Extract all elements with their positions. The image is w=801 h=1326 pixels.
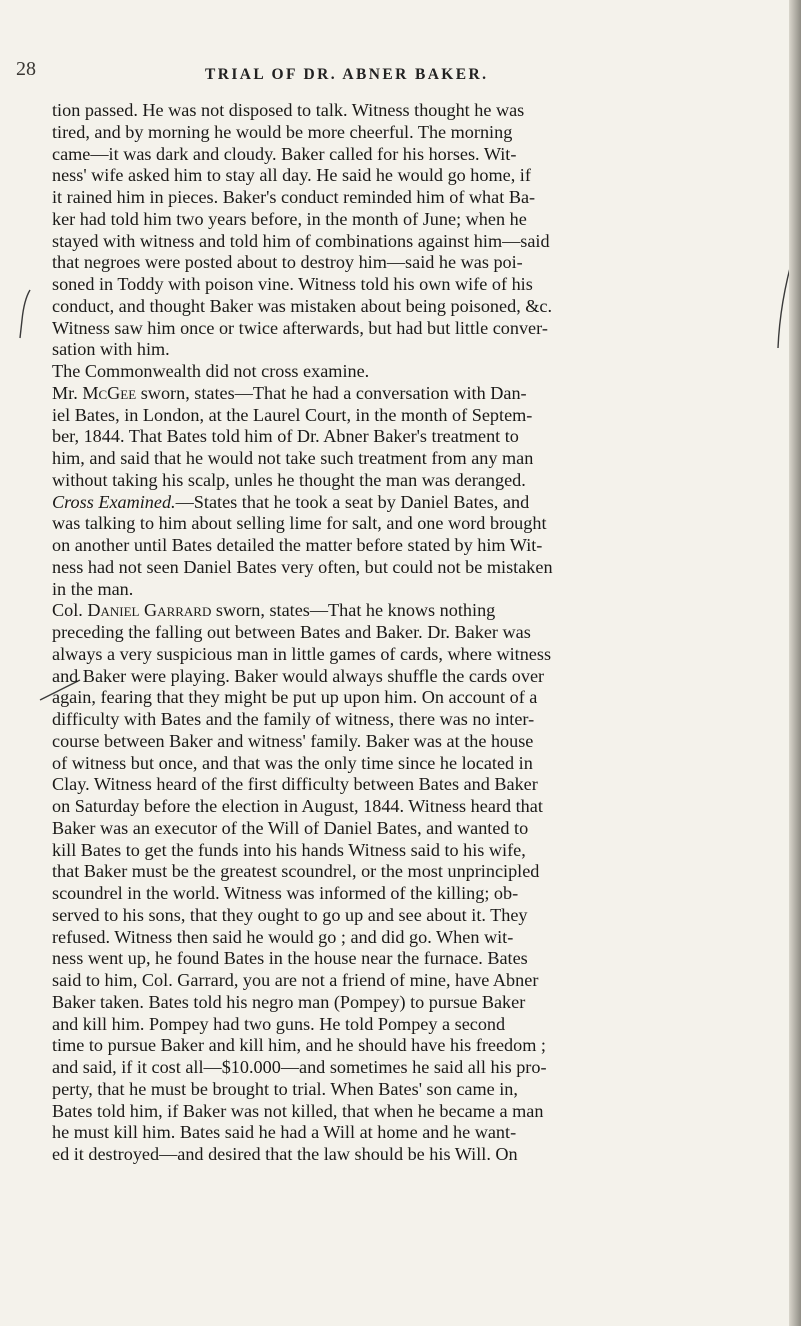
text-run: and kill him. Pompey had two guns. He told Pompey a second xyxy=(52,1013,506,1034)
text-line xyxy=(52,1057,784,1079)
text-line xyxy=(52,927,784,949)
text-run: iel Bates, in London, at the Laurel Court, in the month of Septem- xyxy=(52,404,533,425)
text-run: said to him, Col. Garrard, you are not a friend of mine, have Abner xyxy=(52,970,539,990)
text-run: ness' wife asked him to stay all day. He said he would go home, if xyxy=(52,165,531,186)
text-run: of witness but once, and that was the only time since he located in xyxy=(52,752,533,773)
text-run: Col. xyxy=(52,600,88,621)
text-line xyxy=(52,774,784,796)
text-run: stayed with witness and told him of combinations against him—said xyxy=(52,230,550,251)
text-run: conduct, and thought Baker was mistaken about being poisoned, &c. xyxy=(52,295,553,316)
text-run: in the man. xyxy=(52,578,134,599)
text-run: without taking his scalp, unles he thought the man was deranged. xyxy=(52,469,526,490)
text-run: served to his sons, that they ought to go up and see about it. They xyxy=(52,904,528,925)
text-line xyxy=(52,666,784,688)
text-line xyxy=(52,1014,784,1036)
text-run: The Commonwealth did not cross examine. xyxy=(52,361,370,381)
text-run: Witness saw him once or twice afterwards, but had but little conver- xyxy=(52,317,548,338)
text-line xyxy=(52,861,784,883)
text-run: it rained him in pieces. Baker's conduct reminded him of what Ba- xyxy=(52,187,536,207)
page-number: 28 xyxy=(16,58,36,80)
text-line xyxy=(52,644,784,666)
text-run: came—it was dark and cloudy. Baker called for his horses. Wit- xyxy=(52,143,517,164)
text-run: scoundrel in the world. Witness was informed of the killing; ob- xyxy=(52,883,519,903)
small-caps-name: McGee xyxy=(82,382,137,403)
text-run: he must kill him. Bates said he had a Will at home and he want- xyxy=(52,1122,517,1143)
text-line xyxy=(52,165,784,187)
text-run: time to pursue Baker and kill him, and he should have his freedom ; xyxy=(52,1035,546,1056)
text-line xyxy=(52,513,784,535)
text-line xyxy=(52,1101,784,1123)
text-line xyxy=(52,818,784,840)
text-line xyxy=(52,339,784,361)
text-run: always a very suspicious man in little games of cards, where witness xyxy=(52,643,552,664)
text-run: tired, and by morning he would be more cheerful. The morning xyxy=(52,121,513,142)
text-line xyxy=(52,1035,784,1057)
italic-run: Cross Examined. xyxy=(52,491,176,512)
text-run: kill Bates to get the funds into his hands Witness said to his wife, xyxy=(52,839,526,860)
text-line xyxy=(52,1122,784,1144)
text-line xyxy=(52,970,784,992)
text-line xyxy=(52,470,784,492)
text-line xyxy=(52,883,784,905)
text-line xyxy=(52,274,784,296)
text-run: and said, if it cost all—$10.000—and sometimes he said all his pro- xyxy=(52,1057,547,1077)
text-line xyxy=(52,252,784,274)
text-line xyxy=(52,144,784,166)
text-line xyxy=(52,840,784,862)
text-line xyxy=(52,731,784,753)
text-run: again, fearing that they might be put up upon him. On account of a xyxy=(52,687,538,708)
text-run: soned in Toddy with poison vine. Witness told his own wife of his xyxy=(52,274,533,294)
text-run: refused. Witness then said he would go ; and did go. When wit- xyxy=(52,926,514,947)
text-line xyxy=(52,622,784,644)
text-line xyxy=(52,535,784,557)
text-run: sation with him. xyxy=(52,339,170,360)
text-line xyxy=(52,448,784,470)
text-run: Bates told him, if Baker was not killed, that when he became a man xyxy=(52,1100,544,1121)
text-run: ber, 1844. That Bates told him of Dr. Abner Baker's treatment to xyxy=(52,426,519,447)
text-line xyxy=(52,1079,784,1101)
text-line xyxy=(52,905,784,927)
text-line xyxy=(52,1144,784,1166)
text-line xyxy=(52,231,784,253)
text-run: ness had not seen Daniel Bates very often, but could not be mistaken xyxy=(52,556,553,577)
text-line xyxy=(52,209,784,231)
text-run: ness went up, he found Bates in the house near the furnace. Bates xyxy=(52,948,528,969)
text-line xyxy=(52,122,784,144)
text-line xyxy=(52,796,784,818)
text-run: tion passed. He was not disposed to talk. Witness thought he was xyxy=(52,100,525,120)
text-run: sworn, states—That he had a conversation with Dan- xyxy=(136,382,527,403)
text-line xyxy=(52,383,784,405)
text-run: sworn, states—That he knows nothing xyxy=(211,600,496,621)
text-line xyxy=(52,318,784,340)
text-line xyxy=(52,579,784,601)
text-run: and Baker were playing. Baker would always shuffle the cards over xyxy=(52,665,545,686)
text-line xyxy=(52,948,784,970)
text-run: preceding the falling out between Bates and Baker. Dr. Baker was xyxy=(52,622,531,642)
text-line xyxy=(52,600,784,622)
text-line xyxy=(52,361,784,383)
text-run: on another until Bates detailed the matter before stated by him Wit- xyxy=(52,535,543,555)
page-edge xyxy=(789,0,801,1326)
text-run: that negroes were posted about to destroy him—said he was poi- xyxy=(52,252,523,273)
text-line xyxy=(52,557,784,579)
text-run: him, and said that he would not take such treatment from any man xyxy=(52,448,534,468)
text-line xyxy=(52,492,784,514)
text-run: perty, that he must be brought to trial. When Bates' son came in, xyxy=(52,1078,518,1099)
text-line xyxy=(52,753,784,775)
text-line xyxy=(52,405,784,427)
text-run: on Saturday before the election in August, 1844. Witness heard that xyxy=(52,796,543,816)
text-run: Baker was an executor of the Will of Daniel Bates, and wanted to xyxy=(52,817,529,838)
text-run: was talking to him about selling lime for salt, and one word brought xyxy=(52,513,547,534)
text-run: —States that he took a seat by Daniel Bates, and xyxy=(175,491,530,512)
text-run: course between Baker and witness' family. Baker was at the house xyxy=(52,730,534,751)
text-run: Clay. Witness heard of the first difficulty between Bates and Baker xyxy=(52,774,538,795)
text-line xyxy=(52,426,784,448)
running-head: TRIAL OF DR. ABNER BAKER. xyxy=(205,66,489,83)
text-line xyxy=(52,296,784,318)
text-run: that Baker must be the greatest scoundrel, or the most unprincipled xyxy=(52,861,540,882)
text-run: difficulty with Bates and the family of witness, there was no inter- xyxy=(52,709,535,729)
text-line xyxy=(52,187,784,209)
text-run: ker had told him two years before, in the month of June; when he xyxy=(52,208,527,229)
text-run: ed it destroyed—and desired that the law should be his Will. On xyxy=(52,1144,518,1164)
text-run: Baker taken. Bates told his negro man (Pompey) to pursue Baker xyxy=(52,991,526,1012)
small-caps-name: Daniel Garrard xyxy=(87,600,212,621)
text-line xyxy=(52,100,784,122)
text-line xyxy=(52,687,784,709)
body-text xyxy=(52,100,784,1166)
text-line xyxy=(52,709,784,731)
text-run: Mr. xyxy=(52,382,83,403)
text-line xyxy=(52,992,784,1014)
